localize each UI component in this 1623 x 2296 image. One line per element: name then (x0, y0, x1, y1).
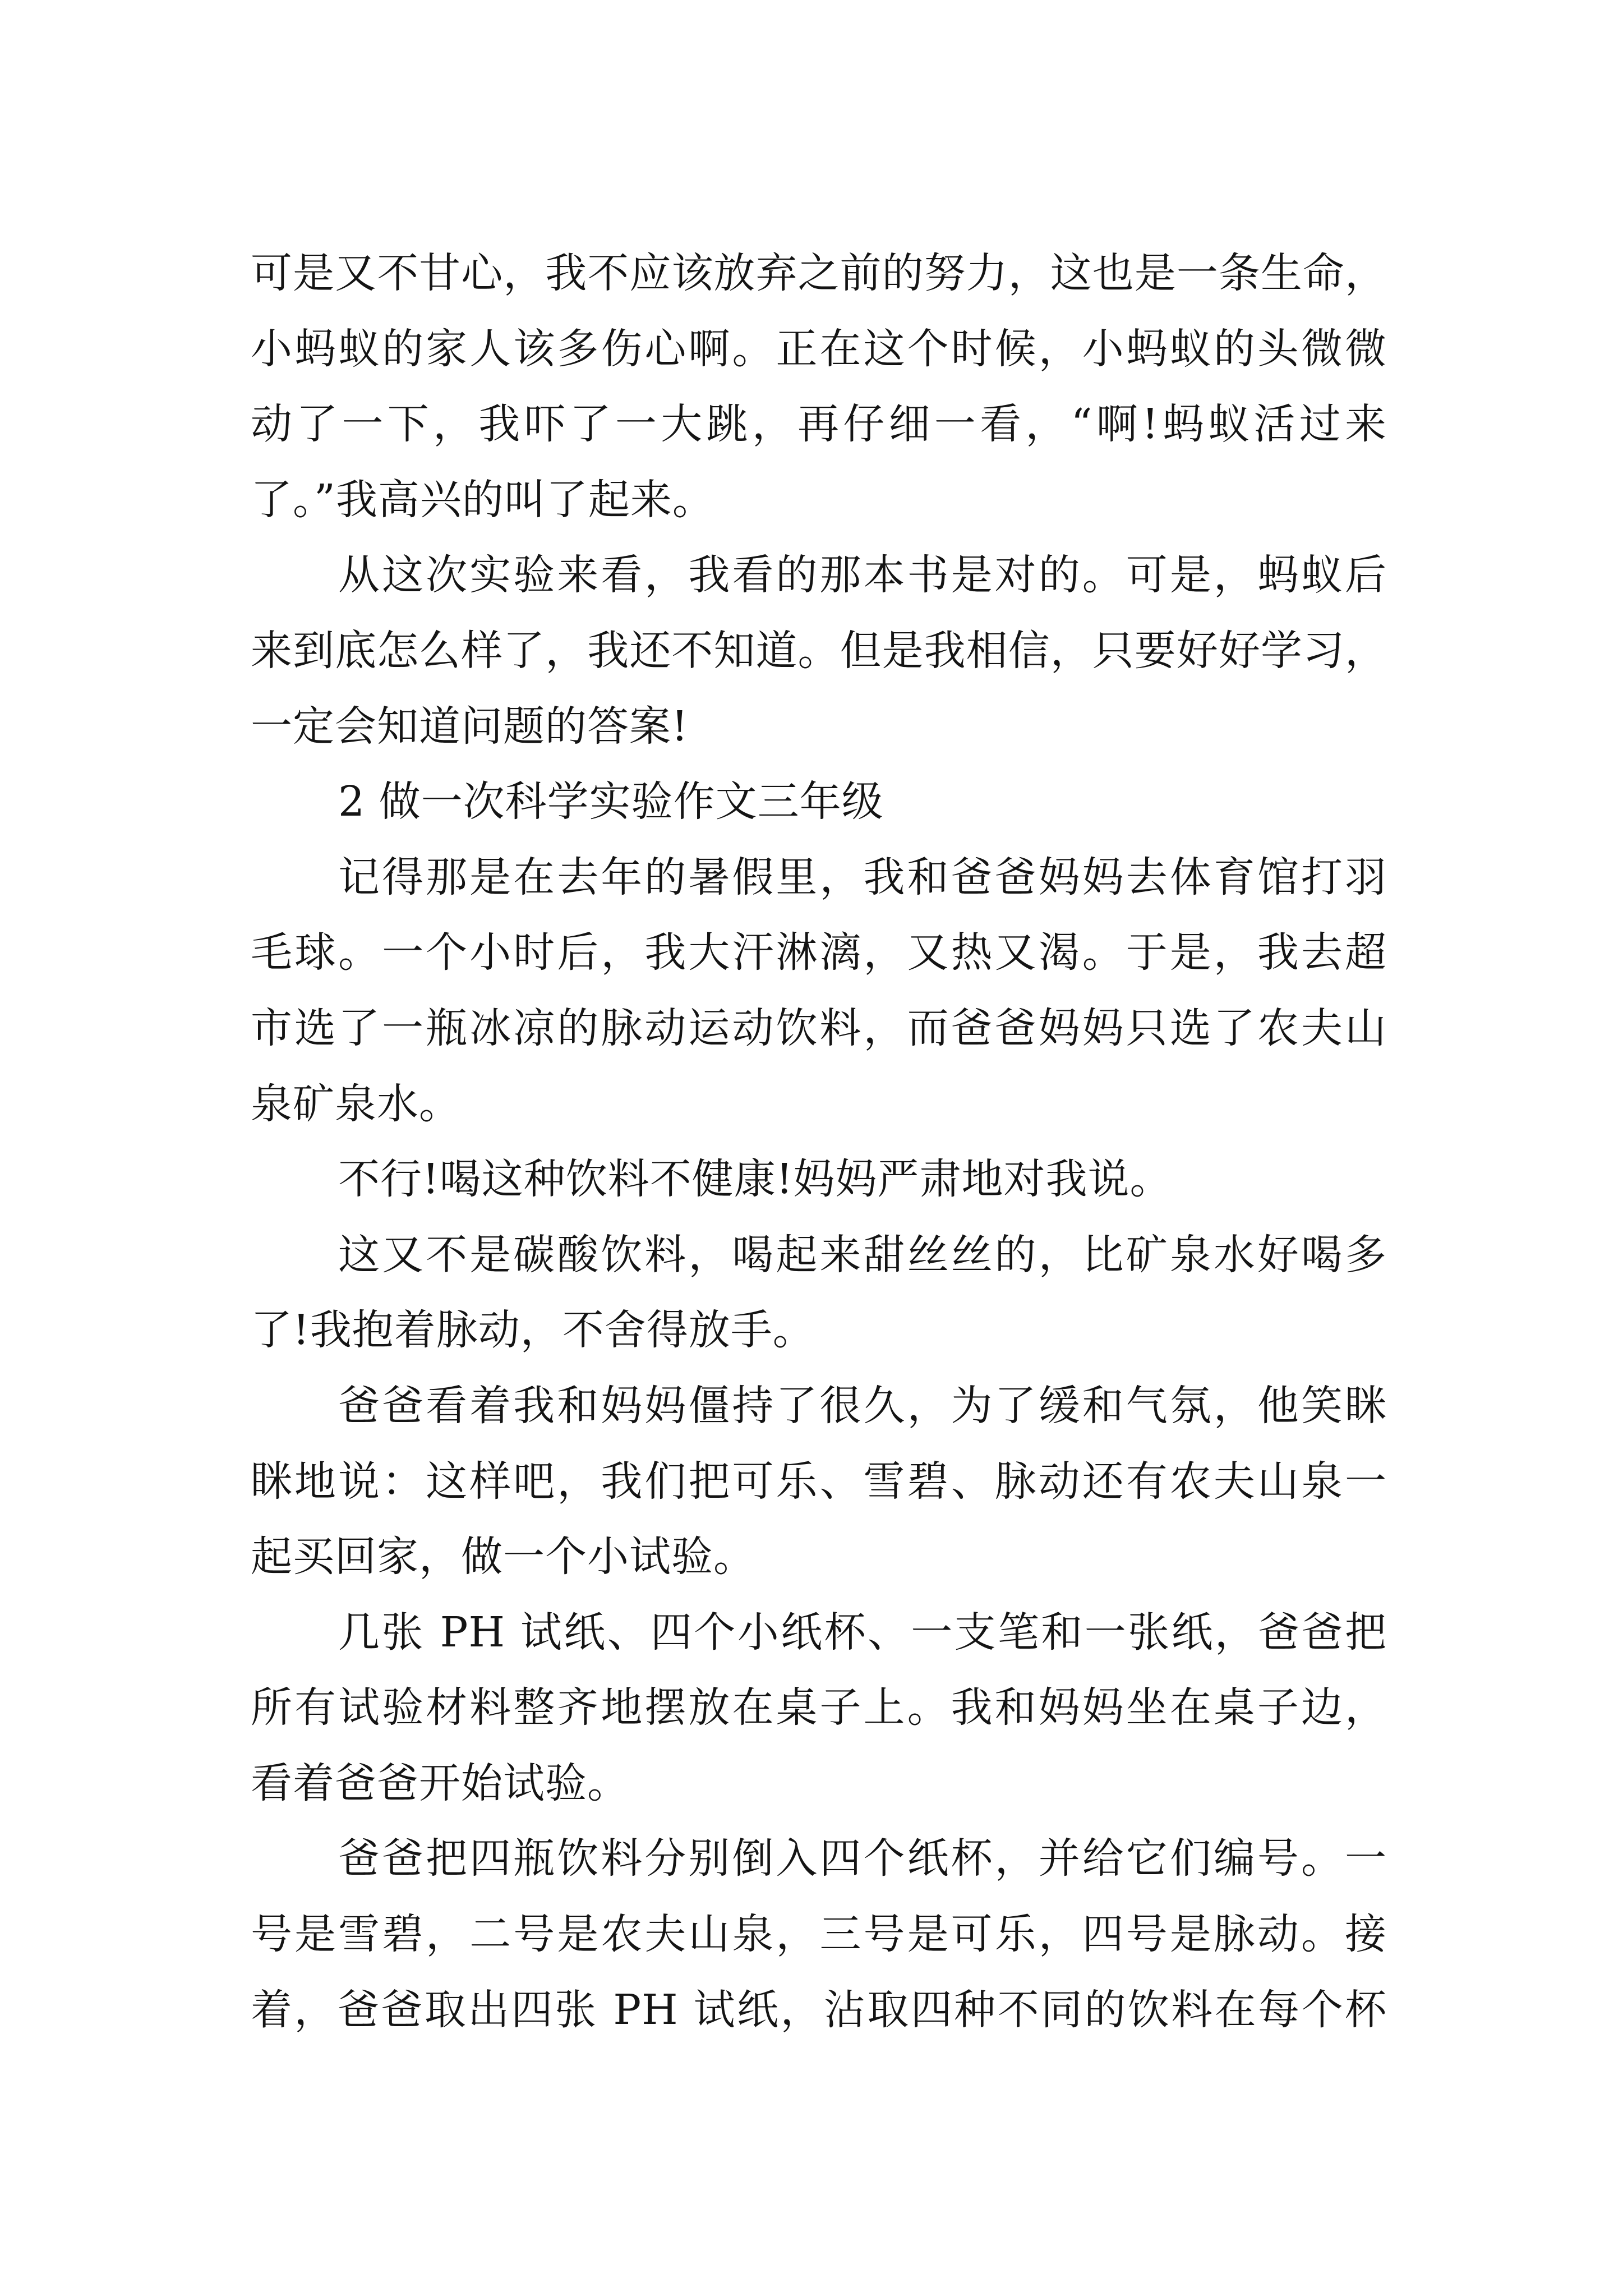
paragraph (251, 1142, 1387, 1217)
text-line: 记得那是在去年的暑假里，我和爸爸妈妈去体育馆打羽 (338, 853, 1387, 901)
text-line: 着，爸爸取出四张 PH 试纸，沾取四种不同的饮料在每个杯 (251, 1985, 1387, 2034)
text-line: 一定会知道问题的答案! (251, 702, 689, 751)
paragraph (251, 1368, 1387, 1595)
text-line: 泉矿泉水。 (251, 1079, 461, 1128)
body-text (251, 236, 1387, 2047)
text-line: 爸爸看着我和妈妈僵持了很久，为了缓和气氛，他笑眯 (338, 1381, 1387, 1430)
text-line: 爸爸把四瓶饮料分别倒入四个纸杯，并给它们编号。一 (338, 1834, 1387, 1883)
text-line: 了。”我高兴的叫了起来。 (251, 475, 714, 524)
text-line: 号是雪碧，二号是农夫山泉，三号是可乐，四号是脉动。接 (251, 1910, 1387, 1959)
text-line: 市选了一瓶冰凉的脉动运动饮料，而爸爸妈妈只选了农夫山 (251, 1004, 1387, 1052)
text-line: 这又不是碳酸饮料，喝起来甜丝丝的，比矿泉水好喝多 (338, 1230, 1387, 1279)
paragraph (251, 236, 1387, 537)
heading-text: 2 做一次科学实验作文三年级 (338, 777, 884, 826)
text-line: 不行!喝这种饮料不健康!妈妈严肃地对我说。 (338, 1155, 1172, 1204)
text-line: 动了一下，我吓了一大跳，再仔细一看，“啊!蚂蚁活过来 (251, 400, 1387, 449)
text-line: 眯地说：这样吧，我们把可乐、雪碧、脉动还有农夫山泉一 (251, 1457, 1387, 1506)
text-line: 所有试验材料整齐地摆放在桌子上。我和妈妈坐在桌子边， (251, 1683, 1387, 1732)
text-line: 几张 PH 试纸、四个小纸杯、一支笔和一张纸，爸爸把 (338, 1608, 1387, 1657)
text-line: 了!我抱着脉动，不舍得放手。 (251, 1306, 815, 1355)
paragraph (251, 1217, 1387, 1368)
text-line: 起买回家，做一个小试验。 (251, 1533, 755, 1581)
paragraph (251, 537, 1387, 764)
text-line: 毛球。一个小时后，我大汗淋漓，又热又渴。于是，我去超 (251, 928, 1387, 977)
text-line: 可是又不甘心，我不应该放弃之前的努力，这也是一条生命， (251, 249, 1387, 297)
paragraph (251, 1595, 1387, 1821)
text-line: 小蚂蚁的家人该多伤心啊。正在这个时候，小蚂蚁的头微微 (251, 324, 1387, 373)
text-line: 来到底怎么样了，我还不知道。但是我相信，只要好好学习， (251, 626, 1387, 675)
paragraph (251, 840, 1387, 1142)
text-line: 看着爸爸开始试验。 (251, 1759, 629, 1807)
text-line: 从这次实验来看，我看的那本书是对的。可是，蚂蚁后 (338, 551, 1387, 600)
section-heading (251, 764, 1387, 840)
paragraph (251, 1821, 1387, 2047)
